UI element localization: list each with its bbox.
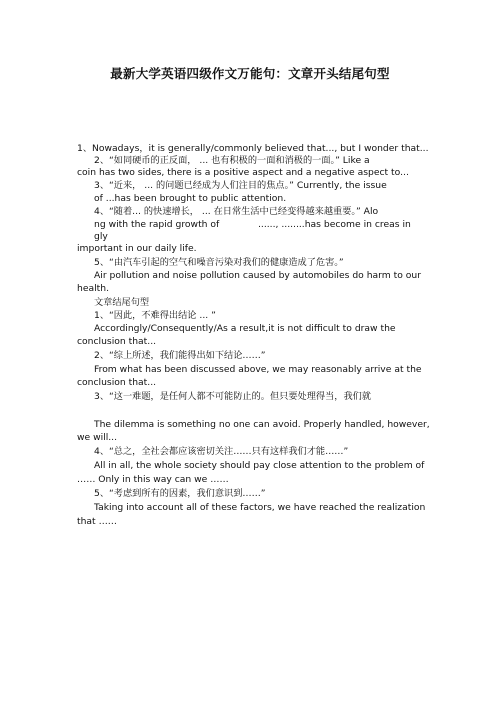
text-line: The dilemma is something no one can avoid. Properly handled, however,	[94, 419, 430, 430]
text-line: health.	[77, 283, 110, 294]
text-line: gly	[94, 231, 108, 242]
text-line: conclusion that...	[77, 336, 157, 347]
text-line: From what has been discussed above, we may reasonably arrive at the	[94, 364, 422, 375]
text-line: 2、“综上所述，我们能得出如下结论……”	[94, 350, 266, 361]
text-line: 1、Nowadays，it is generally/commonly believed that..., but I wonder that...	[77, 143, 429, 154]
text-line: 4、“总之，全社会都应该密切关注……只有这样我们才能……”	[94, 446, 349, 457]
text-line: coin has two sides, there is a positive aspect and a negative aspect to...	[77, 167, 409, 178]
text-line: Accordingly/Consequently/As a result,it is not difficult to draw the	[94, 323, 396, 334]
text-line: important in our daily life.	[77, 243, 197, 254]
text-line: Air pollution and noise pollution caused by automobiles do harm to our	[94, 270, 422, 281]
text-line: Taking into account all of these factors, we have reached the realization	[94, 502, 426, 513]
text-line: ng with the rapid growth of	[94, 219, 220, 230]
document-title: 最新大学英语四级作文万能句：文章开头结尾句型	[110, 66, 390, 81]
text-line: 4、“随着... 的快速增长， ... 在日常生活中已经变得越来越重要。” Alo	[94, 206, 379, 217]
text-line: 3、“这一难题，是任何人都不可能防止的。但只要处理得当，我们就	[94, 391, 372, 402]
text-line: ......, ........has become in creas in	[258, 219, 411, 230]
text-line: 5、“由汽车引起的空气和噪音污染对我们的健康造成了危害。”	[94, 257, 344, 268]
text-line: 2、“如同硬币的正反面， ... 也有积极的一面和消极的一面。” Like a	[94, 155, 370, 166]
text-line: 1、“因此，不难得出结论 ... ”	[94, 310, 216, 321]
text-line: All in all, the whole society should pay close attention to the problem of	[94, 460, 425, 471]
text-line: of ...has been brought to public attention.	[94, 193, 287, 204]
text-line: 3、“近来， ... 的问题已经成为人们注目的焦点。” Currently, the issue	[94, 180, 387, 191]
text-line: …… Only in this way can we ……	[77, 474, 229, 485]
text-line: we will...	[77, 432, 118, 443]
text-line: that ……	[77, 516, 117, 527]
section-heading: 文章结尾句型	[94, 297, 150, 308]
text-line: 5、“考虑到所有的因素，我们意识到……”	[94, 488, 266, 499]
text-line: conclusion that...	[77, 377, 157, 388]
